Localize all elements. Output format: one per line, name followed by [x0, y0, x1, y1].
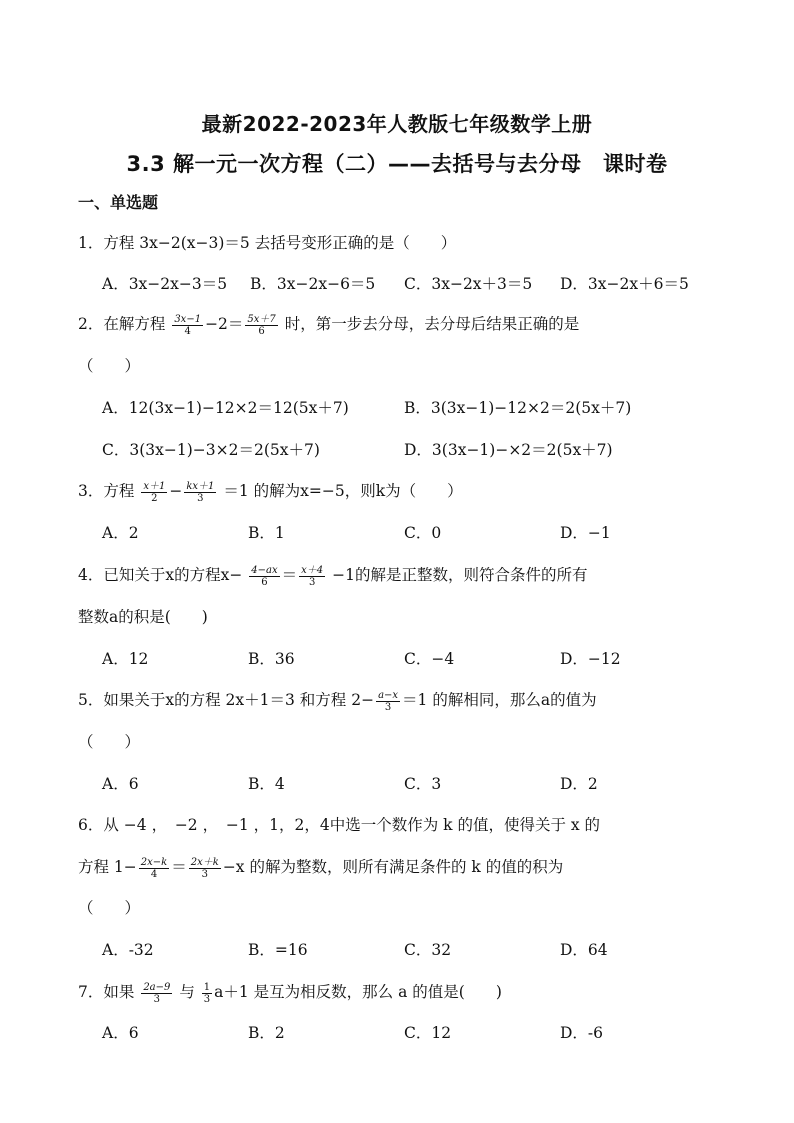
q6-option-a: A．-32: [102, 941, 154, 959]
question-6: 6．从 −4 ， −2 ， −1 ，1，2，4中选一个数作为 k 的值，使得关于 x 的: [78, 816, 601, 834]
q4-option-a: A．12: [102, 650, 149, 668]
q4-f2-denominator: 3: [308, 576, 316, 588]
q3-f2-denominator: 3: [197, 492, 204, 504]
q2-text-post: 时，第一步去分母，去分母后结果正确的是: [284, 315, 580, 333]
q1-option-c: C．3x−2x＋3＝5: [404, 275, 533, 293]
q4-line-2: 整数a的积是( ): [78, 608, 208, 626]
q2-paren: （ ）: [78, 357, 141, 375]
q4-option-b: B．36: [248, 650, 295, 668]
q5-text-pre: 5．如果关于x的方程 2x＋1＝3 和方程 2−: [78, 691, 375, 709]
q4-option-c: C．−4: [404, 650, 455, 668]
q4-text-post: −1的解是正整数，则符合条件的所有: [332, 566, 588, 584]
q3-fraction-1: [141, 481, 167, 504]
q5-option-a: A．6: [102, 775, 139, 793]
q4-fraction-2: [299, 565, 325, 588]
q4-text-mid: ＝: [281, 566, 298, 584]
question-3: [78, 480, 463, 504]
q1-option-d: D．3x−2x＋6＝5: [560, 275, 689, 293]
q7-fraction-2: [202, 982, 212, 1005]
section-heading: 一、单选题: [78, 193, 159, 212]
q4-fraction-1: [249, 565, 279, 588]
q6-f1-denominator: 4: [150, 868, 158, 880]
q4-text-pre: 4．已知关于x的方程x−: [78, 566, 243, 584]
q3-f1-denominator: 2: [151, 492, 158, 504]
question-4: [78, 564, 587, 588]
q4-option-d: D．−12: [560, 650, 621, 668]
q3-text-pre: 3．方程: [78, 482, 135, 500]
q7-fraction-1: [141, 982, 172, 1005]
question-5: [78, 689, 597, 713]
q7-option-c: C．12: [404, 1024, 452, 1042]
q2-f1-denominator: 4: [184, 325, 191, 337]
page-title: 最新2022-2023年人教版七年级数学上册: [201, 112, 593, 136]
q6-option-d: D．64: [560, 941, 608, 959]
q7-f1-denominator: 3: [153, 993, 161, 1005]
q5-paren: （ ）: [78, 733, 141, 751]
q3-text-mid: −: [169, 482, 183, 500]
q7-option-a: A．6: [102, 1024, 139, 1042]
page-subtitle: 3.3 解一元一次方程（二）——去括号与去分母 课时卷: [126, 152, 668, 176]
q6-f2-denominator: 3: [201, 868, 208, 880]
q3-option-b: B．1: [248, 524, 285, 542]
q6-text-mid: ＝: [171, 858, 187, 876]
q7-f1-numerator: 2a−9: [143, 981, 171, 993]
q3-option-a: A．2: [102, 524, 139, 542]
q7-text-pre: 7．如果: [78, 983, 135, 1001]
q3-f1-numerator: x＋1: [143, 480, 166, 492]
q6-fraction-1: [139, 857, 169, 880]
q7-text-mid: 与: [179, 983, 195, 1001]
q4-f2-numerator: x＋4: [301, 564, 324, 576]
q3-option-d: D．−1: [560, 524, 611, 542]
q6-paren: （ ）: [78, 899, 141, 917]
q2-fraction-2: [245, 314, 277, 337]
q5-option-b: B．4: [248, 775, 285, 793]
q5-text-post: ＝1 的解相同，那么a的值为: [402, 691, 597, 709]
q2-option-c: C．3(3x−1)−3×2＝2(5x＋7): [102, 441, 320, 459]
q5-f1-denominator: 3: [384, 701, 392, 713]
q2-option-d: D．3(3x−1)−×2＝2(5x＋7): [404, 441, 613, 459]
q7-text-post: a＋1 是互为相反数，那么 a 的值是( ): [214, 983, 502, 1001]
q7-option-d: D．-6: [560, 1024, 604, 1042]
q6-fraction-2: [189, 857, 221, 880]
q2-text-mid: −2＝: [205, 315, 244, 333]
q4-f1-numerator: 4−ax: [251, 564, 278, 576]
q6-text-post: −x 的解为整数，则所有满足条件的 k 的值的积为: [222, 858, 564, 876]
q2-option-a: A．12(3x−1)−12×2＝12(5x＋7): [102, 399, 349, 417]
q2-option-b: B．3(3x−1)−12×2＝2(5x＋7): [404, 399, 632, 417]
q5-fraction-1: [376, 690, 400, 713]
question-1: 1．方程 3x−2(x−3)＝5 去括号变形正确的是（ ）: [78, 234, 457, 252]
q1-option-a: A．3x−2x−3＝5: [102, 275, 228, 293]
q7-f2-numerator: 1: [203, 981, 211, 993]
q6-text-pre: 方程 1−: [78, 858, 137, 876]
q3-option-c: C．0: [404, 524, 442, 542]
q2-f2-numerator: 5x＋7: [247, 313, 276, 325]
q6-f2-numerator: 2x＋k: [190, 856, 219, 868]
q2-f1-numerator: 3x−1: [174, 313, 202, 325]
q3-f2-numerator: kx＋1: [186, 480, 215, 492]
q5-option-d: D．2: [560, 775, 598, 793]
q4-f1-denominator: 6: [261, 576, 268, 588]
q6-f1-numerator: 2x−k: [140, 856, 168, 868]
q7-option-b: B．2: [248, 1024, 285, 1042]
q2-f2-denominator: 6: [258, 325, 265, 337]
q3-text-post: ＝1 的解为x=−5，则k为（ ）: [223, 482, 463, 500]
question-2: [78, 313, 579, 337]
q3-fraction-2: [184, 481, 216, 504]
q5-f1-numerator: a−x: [378, 689, 399, 701]
question-7: [78, 981, 502, 1005]
q7-f2-denominator: 3: [203, 993, 211, 1005]
q1-option-b: B．3x−2x−6＝5: [250, 275, 376, 293]
q2-fraction-1: [172, 314, 203, 337]
q5-option-c: C．3: [404, 775, 442, 793]
q6-line-2: [78, 856, 563, 880]
q6-option-c: C．32: [404, 941, 452, 959]
q2-text-pre: 2．在解方程: [78, 315, 166, 333]
q6-option-b: B．=16: [248, 941, 308, 959]
